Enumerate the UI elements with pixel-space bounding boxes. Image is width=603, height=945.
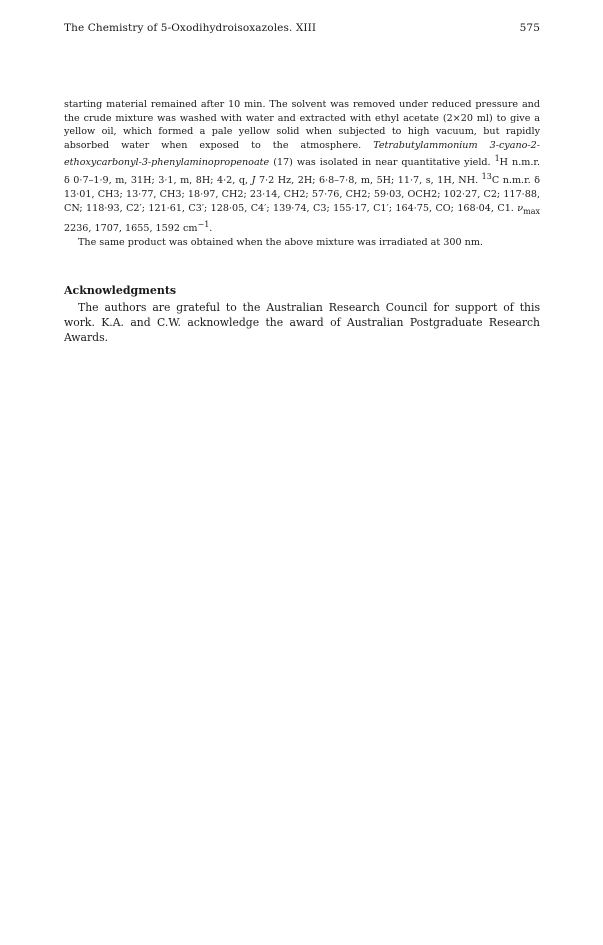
irradiation-paragraph: The same product was obtained when the above mixture was irradiated at 300 nm. [78, 236, 483, 248]
compound-name: Tetrabutylammonium 3-cyano-2-ethoxycarbonyl-3-phenylaminopropenoate [64, 139, 540, 169]
paragraph-text-d: 7·2 Hz, 2H; 6·8–7·8, m, 5H; 11·7, s, 1H, NH. [255, 175, 482, 187]
experimental-section [64, 98, 540, 249]
paragraph-text-a: starting material remained after 10 min. The solvent was removed under reduced pressure and the crude mixture was washed with water and extracted with ethyl acetate (2×20 ml) to give a yellow oil, which formed a pale yellow solid when subjected to high vacuum, but rapidly absorbed water when exposed to the atmosphere. [64, 99, 540, 151]
paragraph-text-g: . [209, 223, 213, 235]
superscript-13: 13 [481, 172, 492, 182]
paragraph-text-b: (17) was isolated in near quantitative yield. [269, 157, 495, 169]
acknowledgments-section [64, 300, 540, 346]
coupling-symbol: J [251, 175, 256, 187]
paragraph-text-c: H n.m.r. δ 0·7–1·9, m, 31H; 3·1, m, 8H; 4·2, q, [64, 157, 540, 187]
acknowledgments-heading: Acknowledgments [64, 284, 177, 297]
running-title: The Chemistry of 5-Oxodihydroisoxazoles. XIII [64, 22, 317, 34]
nu-symbol: ν [517, 202, 524, 214]
nu-subscript: max [523, 206, 540, 216]
page-number: 575 [519, 22, 540, 34]
cm-superscript: −1 [197, 220, 210, 230]
experimental-paragraph [64, 98, 540, 236]
paragraph-text-f: 2236, 1707, 1655, 1592 cm [64, 223, 198, 235]
paragraph-text-e: C n.m.r. δ 13·01, CH3; 13·77, CH3; 18·97, CH2; 23·14, CH2; 57·76, CH2; 59·03, OCH2; 102·27, C2; 117·88, CN; 118·93, C2′; 121·61, C3′; 128·05, C4′; 139·74, C3; 155·17, C1′; 164·75, CO; 168·04, C1. [64, 175, 541, 214]
running-header [64, 22, 540, 34]
acknowledgments-text: The authors are grateful to the Australian Research Council for support of this work. K.A. and C.W. acknowledge the award of Australian Postgraduate Research Awards. [64, 301, 540, 345]
superscript-1: 1 [494, 154, 500, 164]
